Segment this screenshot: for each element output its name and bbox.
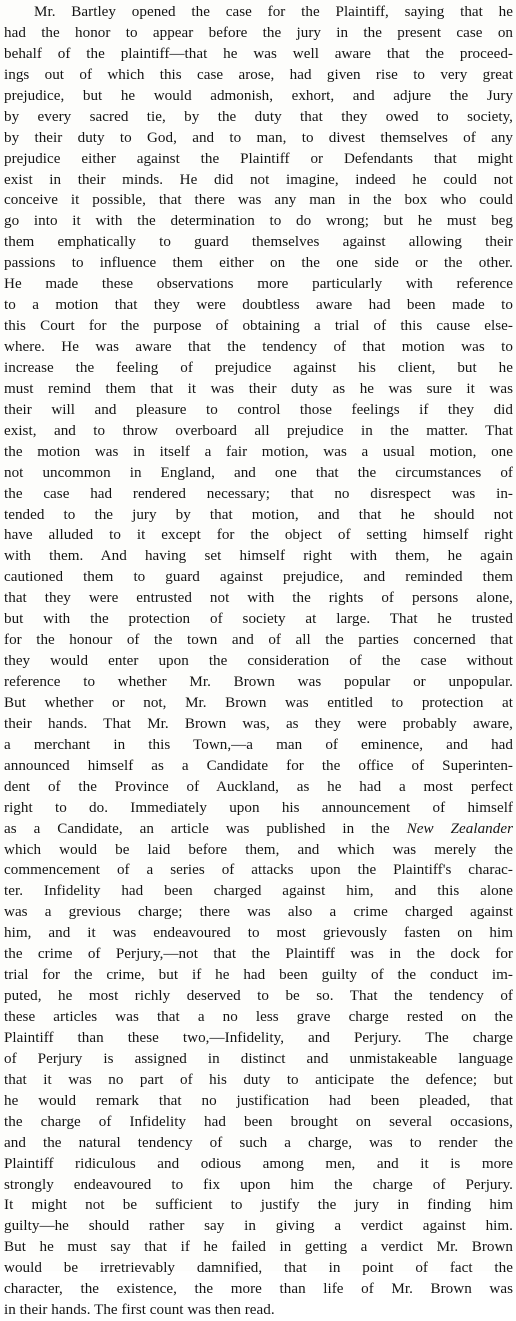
article-line bbox=[4, 463, 513, 484]
article-line-text: but with the protection of society at large. That he trusted bbox=[4, 611, 513, 628]
article-line bbox=[4, 128, 513, 149]
article-line-text: their hands. That Mr. Brown was, as they were probably aware, bbox=[4, 715, 513, 732]
article-line bbox=[4, 421, 513, 442]
article-line-text: strongly endeavoured to fix upon him the charge of Perjury. bbox=[4, 1176, 513, 1193]
article-line-text: they would enter upon the consideration of the case without bbox=[4, 653, 513, 670]
article-line bbox=[4, 337, 513, 358]
article-line bbox=[4, 819, 513, 840]
article-line bbox=[4, 253, 513, 274]
article-line-text: have alluded to it except for the object of setting himself right bbox=[4, 527, 513, 544]
article-line bbox=[4, 1049, 513, 1070]
article-line bbox=[4, 149, 513, 170]
article-line bbox=[4, 23, 513, 44]
article-line-text: exist, and to throw overboard all prejudice in the matter. That bbox=[4, 422, 513, 439]
article-line-text: tended to the jury by that motion, and that he should not bbox=[4, 506, 513, 523]
article-line bbox=[4, 965, 513, 986]
article-line-text: them emphatically to guard themselves against allowing their bbox=[4, 234, 513, 251]
article-line-text: Mr. Bartley opened the case for the Plaintiff, saying that he bbox=[34, 4, 513, 20]
article-line bbox=[4, 1091, 513, 1112]
article-line-text: puted, he most richly deserved to be so. That the tendency of bbox=[4, 988, 513, 1005]
article-line-text: Plaintiff ridiculous and odious among men, and it is more bbox=[4, 1155, 513, 1172]
article-line-text: of Perjury is assigned in distinct and unmistakeable language bbox=[4, 1050, 513, 1067]
article-line bbox=[4, 358, 513, 379]
article-line bbox=[4, 588, 513, 609]
article-line bbox=[4, 484, 513, 505]
article-line-text: commencement of a series of attacks upon the Plaintiff's charac- bbox=[4, 862, 513, 879]
article-line-text: must remind them that it was their duty as he was sure it was bbox=[4, 380, 513, 397]
article-line bbox=[4, 546, 513, 567]
article-line-text: he would remark that no justification had been pleaded, that bbox=[4, 1092, 513, 1109]
article-line bbox=[4, 1028, 513, 1049]
article-line-text: where. He was aware that the tendency of that motion was to bbox=[4, 339, 513, 355]
article-line bbox=[4, 567, 513, 588]
article-line bbox=[4, 379, 513, 400]
article-line-text: Plaintiff than these two,—Infidelity, and Perjury. The charge bbox=[4, 1029, 513, 1046]
article-line bbox=[4, 672, 513, 693]
article-line-text: increase the feeling of prejudice against his client, but he bbox=[4, 359, 513, 376]
article-line bbox=[4, 986, 513, 1007]
article-line bbox=[4, 1279, 513, 1300]
article-line bbox=[4, 1112, 513, 1133]
article-line bbox=[4, 777, 513, 798]
article-line-text: with them. And having set himself right with them, he again bbox=[4, 548, 513, 565]
article-line bbox=[4, 630, 513, 651]
article-line bbox=[4, 525, 513, 546]
article-line-text: to a motion that they were doubtless aware had been made to bbox=[4, 297, 513, 314]
article-line bbox=[4, 316, 513, 337]
article-line bbox=[4, 1070, 513, 1091]
article-line bbox=[4, 190, 513, 211]
article-line-text: go into it with the determination to do wrong; but he must beg bbox=[4, 213, 513, 230]
article-line bbox=[4, 693, 513, 714]
article-line-text: conceive it possible, that there was any man in the box who could bbox=[4, 192, 513, 209]
article-line bbox=[4, 609, 513, 630]
article-line-text: He made these observations more particularly with reference bbox=[4, 276, 513, 293]
article-line bbox=[4, 714, 513, 735]
article-line-text: ter. Infidelity had been charged against him, and this alone bbox=[4, 883, 513, 900]
article-line bbox=[4, 798, 513, 819]
article-line-text: prejudice either against the Plaintiff or Defendants that might bbox=[4, 150, 513, 167]
article-line-text: and the natural tendency of such a charge, was to render the bbox=[4, 1134, 513, 1151]
article-line-text: by their duty to God, and to man, to divest themselves of any bbox=[4, 129, 513, 146]
article-line bbox=[4, 295, 513, 316]
article-line-text: dent of the Province of Auckland, as he had a most perfect bbox=[4, 778, 513, 795]
article-line bbox=[4, 1237, 513, 1258]
article-line-text: the case had rendered necessary; that no disrespect was in- bbox=[4, 485, 513, 502]
article-line-text: was a grevious charge; there was also a crime charged against bbox=[4, 904, 513, 921]
article-line-text: guilty—he should rather say in giving a verdict against him. bbox=[4, 1218, 513, 1235]
article-line-text: announced himself as a Candidate for the office of Superinten- bbox=[4, 757, 513, 774]
article-line-text: trial for the crime, but if he had been guilty of the conduct im- bbox=[4, 967, 513, 984]
article-line-text: right to do. Immediately upon his announcement of himself bbox=[4, 799, 513, 816]
article-line bbox=[4, 232, 513, 253]
newspaper-title-italic: New Zealander bbox=[406, 820, 513, 837]
article-line bbox=[4, 840, 513, 861]
article-line bbox=[4, 107, 513, 128]
article-line bbox=[4, 170, 513, 191]
article-line bbox=[4, 44, 513, 65]
article-line bbox=[4, 65, 513, 86]
article-line bbox=[4, 1216, 513, 1237]
article-line bbox=[4, 211, 513, 232]
article-line-text: these articles was that a no less grave charge rested on the bbox=[4, 1009, 513, 1025]
article-line-text: as a Candidate, an article was published in the bbox=[4, 820, 407, 837]
article-line-text: cautioned them to guard against prejudice, and reminded them bbox=[4, 569, 513, 586]
article-line bbox=[4, 1300, 513, 1321]
article-line bbox=[4, 274, 513, 295]
article-line-text: reference to whether Mr. Brown was popular or unpopular. bbox=[4, 674, 513, 690]
article-line-text: passions to influence them either on the one side or the other. bbox=[4, 255, 513, 272]
article-line bbox=[4, 505, 513, 526]
article-line-text: the charge of Infidelity had been brought on several occasions, bbox=[4, 1113, 513, 1130]
article-line-text: a merchant in this Town,—a man of eminence, and had bbox=[4, 736, 513, 753]
article-line bbox=[4, 944, 513, 965]
article-line bbox=[4, 1195, 513, 1216]
article-line-text: their will and pleasure to control those feelings if they did bbox=[4, 401, 513, 418]
article-line bbox=[4, 1007, 513, 1028]
article-line bbox=[4, 1154, 513, 1175]
article-line bbox=[4, 1175, 513, 1196]
article-line bbox=[4, 1258, 513, 1279]
article-line-text: that they were entrusted not with the rights of persons alone, bbox=[4, 590, 513, 607]
article-line bbox=[4, 881, 513, 902]
article-line-text: ings out of which this case arose, had given rise to very great bbox=[4, 66, 513, 83]
article-line-text: would be irretrievably damnified, that in point of fact the bbox=[4, 1260, 513, 1277]
article-line-text: exist in their minds. He did not imagine, indeed he could not bbox=[4, 171, 513, 188]
article-line bbox=[4, 1133, 513, 1154]
article-line bbox=[4, 651, 513, 672]
article-line-text: the motion was in itself a fair motion, was a usual motion, one bbox=[4, 443, 513, 460]
article-line-text: in their hands. The first count was then read. bbox=[4, 1302, 275, 1319]
article-line-text: prejudice, but he would admonish, exhort, and adjure the Jury bbox=[4, 87, 513, 104]
article-line-text: It might not be sufficient to justify the jury in finding him bbox=[4, 1197, 513, 1214]
article-line bbox=[4, 735, 513, 756]
article-line bbox=[4, 86, 513, 107]
article-line-text: him, and it was endeavoured to most grievously fasten on him bbox=[4, 925, 513, 942]
article-line bbox=[4, 2, 513, 23]
article-line-text: by every sacred tie, by the duty that they owed to society, bbox=[4, 108, 513, 125]
article-line-text: But whether or not, Mr. Brown was entitled to protection at bbox=[4, 694, 513, 711]
article-line-text: character, the existence, the more than life of Mr. Brown was bbox=[4, 1281, 513, 1298]
article-line bbox=[4, 400, 513, 421]
article-line-text: But he must say that if he failed in getting a verdict Mr. Brown bbox=[4, 1239, 513, 1256]
article-line-text: which would be laid before them, and which was merely the bbox=[4, 841, 513, 858]
article-line bbox=[4, 923, 513, 944]
article-line-text: had the honor to appear before the jury in the present case on bbox=[4, 24, 513, 41]
article-line-text: for the honour of the town and of all the parties concerned that bbox=[4, 632, 513, 649]
article-column bbox=[4, 2, 513, 1321]
article-line-text: not uncommon in England, and one that the circumstances of bbox=[4, 464, 513, 481]
article-line-text: the crime of Perjury,—not that the Plaintiff was in the dock for bbox=[4, 946, 513, 963]
article-line bbox=[4, 756, 513, 777]
article-line-text: behalf of the plaintiff—that he was well aware that the proceed- bbox=[4, 45, 513, 62]
article-line bbox=[4, 902, 513, 923]
article-line-text: that it was no part of his duty to anticipate the defence; but bbox=[4, 1071, 513, 1088]
article-line bbox=[4, 442, 513, 463]
article-line bbox=[4, 860, 513, 881]
article-line-text: this Court for the purpose of obtaining a trial of this cause else- bbox=[4, 318, 513, 335]
